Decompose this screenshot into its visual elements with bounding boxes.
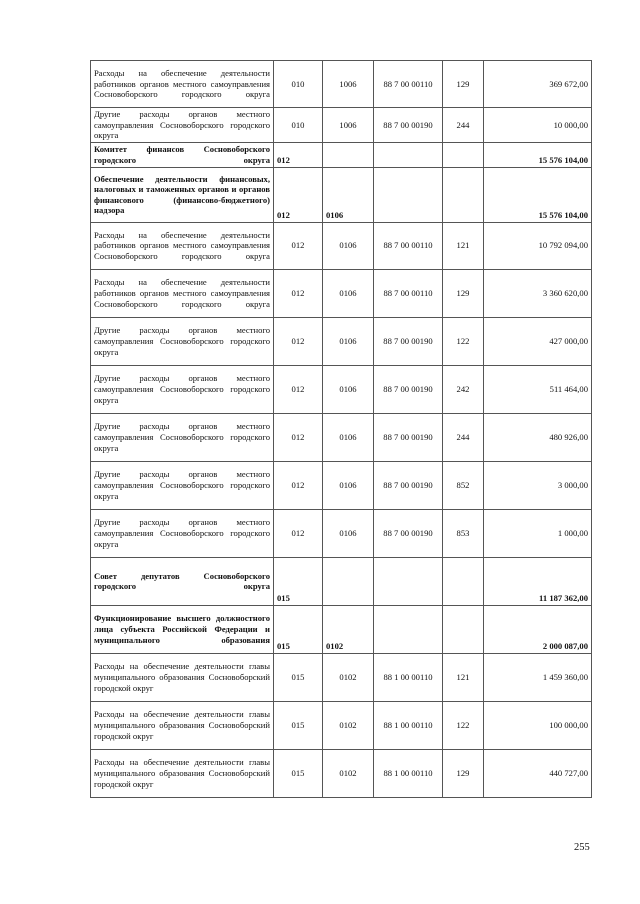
amount-cell: 3 360 620,00 <box>484 269 592 317</box>
admin-code-cell: 015 <box>274 605 323 653</box>
expense-kind-cell: 242 <box>443 365 484 413</box>
target-code-cell: 88 7 00 00190 <box>374 108 443 143</box>
expense-name-cell: Другие расходы органов местного самоуправления Сосновоборского городского округа <box>91 108 274 143</box>
amount-cell: 511 464,00 <box>484 365 592 413</box>
table-row <box>91 413 592 461</box>
admin-code-cell: 012 <box>274 413 323 461</box>
amount-cell: 2 000 087,00 <box>484 605 592 653</box>
table-row <box>91 269 592 317</box>
expense-kind-cell <box>443 605 484 653</box>
amount-cell: 11 187 362,00 <box>484 557 592 605</box>
section-code-cell: 0102 <box>323 749 374 797</box>
table-row-header <box>91 605 592 653</box>
expense-name-cell: Комитет финансов Сосновоборского городского округа <box>91 142 274 167</box>
admin-code-cell: 012 <box>274 365 323 413</box>
table-row <box>91 509 592 557</box>
amount-cell: 3 000,00 <box>484 461 592 509</box>
table-row <box>91 108 592 143</box>
admin-code-cell: 012 <box>274 269 323 317</box>
table-row <box>91 317 592 365</box>
expense-name-cell: Другие расходы органов местного самоуправления Сосновоборского городского округа <box>91 461 274 509</box>
expense-kind-cell: 121 <box>443 653 484 701</box>
amount-cell: 10 000,00 <box>484 108 592 143</box>
table-row <box>91 653 592 701</box>
expense-kind-cell <box>443 167 484 222</box>
amount-cell: 10 792 094,00 <box>484 222 592 269</box>
expense-name-cell: Другие расходы органов местного самоуправления Сосновоборского городского округа <box>91 365 274 413</box>
table-row <box>91 222 592 269</box>
table-row-header <box>91 167 592 222</box>
amount-cell: 480 926,00 <box>484 413 592 461</box>
expense-kind-cell <box>443 142 484 167</box>
section-code-cell: 0106 <box>323 269 374 317</box>
admin-code-cell: 015 <box>274 653 323 701</box>
expense-name-cell: Обеспечение деятельности финансовых, налоговых и таможенных органов и органов финансового (финансово-бюджетного) надзора <box>91 167 274 222</box>
amount-cell: 369 672,00 <box>484 61 592 108</box>
target-code-cell <box>374 167 443 222</box>
expense-kind-cell: 853 <box>443 509 484 557</box>
target-code-cell: 88 7 00 00110 <box>374 222 443 269</box>
section-code-cell: 1006 <box>323 108 374 143</box>
expense-kind-cell: 129 <box>443 61 484 108</box>
target-code-cell: 88 1 00 00110 <box>374 653 443 701</box>
amount-cell: 427 000,00 <box>484 317 592 365</box>
table-row-header <box>91 557 592 605</box>
admin-code-cell: 015 <box>274 749 323 797</box>
section-code-cell: 0106 <box>323 365 374 413</box>
admin-code-cell: 015 <box>274 557 323 605</box>
admin-code-cell: 010 <box>274 61 323 108</box>
amount-cell: 100 000,00 <box>484 701 592 749</box>
expense-kind-cell: 129 <box>443 749 484 797</box>
section-code-cell: 0106 <box>323 509 374 557</box>
admin-code-cell: 012 <box>274 317 323 365</box>
table-row <box>91 365 592 413</box>
expense-name-cell: Расходы на обеспечение деятельности работников органов местного самоуправления Сосновоборского городского округа <box>91 269 274 317</box>
expense-kind-cell: 244 <box>443 108 484 143</box>
admin-code-cell: 012 <box>274 142 323 167</box>
table-row-header <box>91 142 592 167</box>
table-row <box>91 61 592 108</box>
target-code-cell: 88 7 00 00190 <box>374 461 443 509</box>
section-code-cell: 0106 <box>323 413 374 461</box>
target-code-cell: 88 7 00 00190 <box>374 317 443 365</box>
target-code-cell <box>374 557 443 605</box>
expense-name-cell: Расходы на обеспечение деятельности работников органов местного самоуправления Сосновоборского городского округа <box>91 222 274 269</box>
table-row <box>91 461 592 509</box>
expense-kind-cell: 122 <box>443 701 484 749</box>
admin-code-cell: 012 <box>274 461 323 509</box>
target-code-cell: 88 7 00 00110 <box>374 269 443 317</box>
section-code-cell: 0106 <box>323 461 374 509</box>
section-code-cell: 0106 <box>323 222 374 269</box>
expense-kind-cell: 121 <box>443 222 484 269</box>
table-row <box>91 701 592 749</box>
expense-name-cell: Расходы на обеспечение деятельности главы муниципального образования Сосновоборский городской округ <box>91 701 274 749</box>
table-row <box>91 749 592 797</box>
section-code-cell <box>323 142 374 167</box>
expense-name-cell: Другие расходы органов местного самоуправления Сосновоборского городского округа <box>91 413 274 461</box>
expense-kind-cell: 122 <box>443 317 484 365</box>
admin-code-cell: 012 <box>274 167 323 222</box>
section-code-cell: 0106 <box>323 167 374 222</box>
expense-kind-cell: 244 <box>443 413 484 461</box>
expense-name-cell: Другие расходы органов местного самоуправления Сосновоборского городского округа <box>91 509 274 557</box>
target-code-cell: 88 7 00 00110 <box>374 61 443 108</box>
section-code-cell: 1006 <box>323 61 374 108</box>
budget-table <box>90 60 592 798</box>
expense-name-cell: Совет депутатов Сосновоборского городского округа <box>91 557 274 605</box>
target-code-cell: 88 7 00 00190 <box>374 365 443 413</box>
amount-cell: 1 000,00 <box>484 509 592 557</box>
target-code-cell: 88 1 00 00110 <box>374 749 443 797</box>
target-code-cell: 88 1 00 00110 <box>374 701 443 749</box>
expense-name-cell: Функционирование высшего должностного лица субъекта Российской Федерации и муниципального образования <box>91 605 274 653</box>
admin-code-cell: 015 <box>274 701 323 749</box>
section-code-cell: 0102 <box>323 653 374 701</box>
expense-name-cell: Расходы на обеспечение деятельности главы муниципального образования Сосновоборский городской округ <box>91 749 274 797</box>
target-code-cell: 88 7 00 00190 <box>374 509 443 557</box>
admin-code-cell: 012 <box>274 222 323 269</box>
expense-name-cell: Расходы на обеспечение деятельности главы муниципального образования Сосновоборский городской округ <box>91 653 274 701</box>
target-code-cell: 88 7 00 00190 <box>374 413 443 461</box>
admin-code-cell: 012 <box>274 509 323 557</box>
amount-cell: 1 459 360,00 <box>484 653 592 701</box>
budget-table-body <box>91 61 592 798</box>
section-code-cell: 0102 <box>323 701 374 749</box>
section-code-cell: 0102 <box>323 605 374 653</box>
admin-code-cell: 010 <box>274 108 323 143</box>
amount-cell: 440 727,00 <box>484 749 592 797</box>
expense-kind-cell <box>443 557 484 605</box>
amount-cell: 15 576 104,00 <box>484 142 592 167</box>
expense-name-cell: Расходы на обеспечение деятельности работников органов местного самоуправления Сосновоборского городского округа <box>91 61 274 108</box>
amount-cell: 15 576 104,00 <box>484 167 592 222</box>
target-code-cell <box>374 605 443 653</box>
section-code-cell: 0106 <box>323 317 374 365</box>
expense-name-cell: Другие расходы органов местного самоуправления Сосновоборского городского округа <box>91 317 274 365</box>
expense-kind-cell: 852 <box>443 461 484 509</box>
expense-kind-cell: 129 <box>443 269 484 317</box>
page-number: 255 <box>574 842 590 853</box>
target-code-cell <box>374 142 443 167</box>
section-code-cell <box>323 557 374 605</box>
